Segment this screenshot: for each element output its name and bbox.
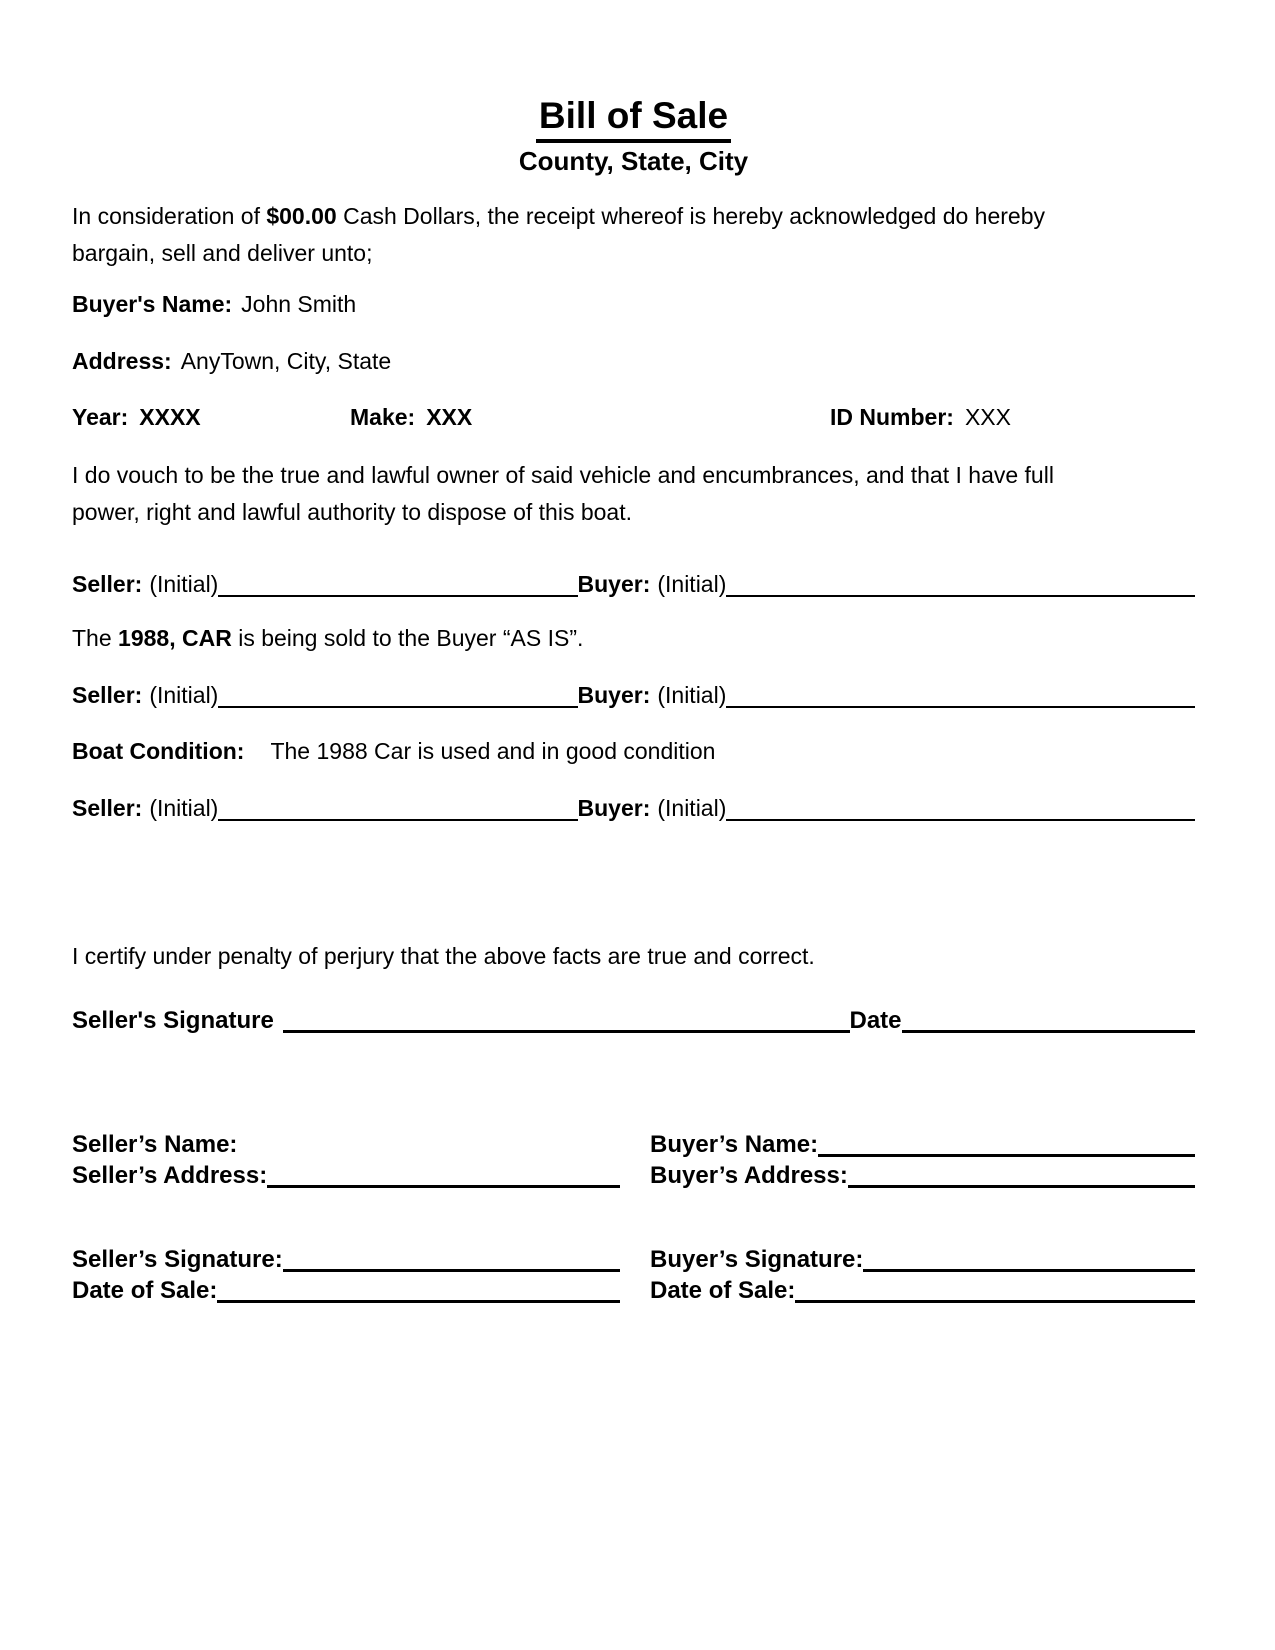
document-title-text: Bill of Sale <box>536 95 731 143</box>
seller-signature-row-bottom <box>72 1244 620 1275</box>
vouch-text-line1: I do vouch to be the true and lawful owner of said vehicle and encumbrances, and that I have full <box>72 461 1054 488</box>
buyer-date-of-sale-row <box>650 1275 1195 1306</box>
buyer-initial-line-2 <box>726 679 1195 708</box>
buyer-date-of-sale-label: Date of Sale: <box>650 1276 796 1304</box>
seller-date-of-sale-label: Date of Sale: <box>72 1276 218 1304</box>
seller-label: Seller: <box>72 681 143 708</box>
seller-date-of-sale-row <box>72 1275 620 1306</box>
as-is-row <box>72 622 1195 655</box>
buyer-signature-label: Buyer’s Signature: <box>650 1245 864 1273</box>
year-field <box>72 401 350 434</box>
year-value: XXXX <box>139 403 201 430</box>
boat-condition-value: The 1988 Car is used and in good condition <box>270 737 716 764</box>
buyer-label: Buyer: <box>577 681 651 708</box>
as-is-text-pre: The <box>72 624 119 651</box>
seller-initial-line-2 <box>218 679 577 708</box>
seller-signature-label-bottom: Seller’s Signature: <box>72 1245 283 1273</box>
as-is-text-post: is being sold to the Buyer “AS IS”. <box>231 624 584 651</box>
buyer-address-label: Buyer’s Address: <box>650 1161 848 1189</box>
seller-label: Seller: <box>72 794 143 821</box>
buyer-initial-line-3 <box>726 792 1195 821</box>
buyer-name-value: John Smith <box>241 290 357 317</box>
buyer-signature-date-column <box>650 1244 1195 1306</box>
buyer-name-row <box>72 288 1195 321</box>
consideration-paragraph <box>72 198 1195 272</box>
seller-initial-line-1 <box>218 568 577 597</box>
buyer-label: Buyer: <box>577 794 651 821</box>
sale-amount: $00.00 <box>266 202 337 229</box>
seller-label: Seller: <box>72 570 143 597</box>
year-label: Year: <box>72 403 129 430</box>
vehicle-info-row <box>72 401 1195 434</box>
seller-initial-text: (Initial) <box>149 681 219 708</box>
consideration-text-pre: In consideration of <box>72 202 267 229</box>
initial-row-3 <box>72 792 1195 825</box>
boat-condition-label: Boat Condition: <box>72 737 245 764</box>
parties-signature-date-block <box>72 1244 1195 1306</box>
seller-name-row <box>72 1129 620 1160</box>
buyer-initial-text: (Initial) <box>657 570 727 597</box>
seller-signature-line-bottom <box>283 1244 620 1272</box>
seller-address-line <box>267 1160 620 1188</box>
make-label: Make: <box>350 403 416 430</box>
initial-row-2 <box>72 679 1195 712</box>
date-label: Date <box>849 1006 902 1034</box>
document-title <box>72 95 1195 143</box>
seller-address-label: Seller’s Address: <box>72 1161 268 1189</box>
seller-name-address-column <box>72 1129 620 1191</box>
buyer-name-row <box>650 1129 1195 1160</box>
certify-paragraph: I certify under penalty of perjury that the above facts are true and correct. <box>72 942 815 969</box>
seller-signature-label: Seller's Signature <box>72 1006 274 1034</box>
parties-name-address-block <box>72 1129 1195 1191</box>
buyer-label: Buyer: <box>577 570 651 597</box>
id-number-label: ID Number: <box>830 403 954 430</box>
seller-signature-line <box>283 1004 850 1033</box>
as-is-vehicle: 1988, CAR <box>118 624 232 651</box>
date-line <box>902 1004 1195 1033</box>
buyer-name-label-bottom: Buyer’s Name: <box>650 1130 819 1158</box>
buyer-date-of-sale-line <box>795 1275 1195 1303</box>
seller-initial-text: (Initial) <box>149 570 219 597</box>
address-label: Address: <box>72 347 172 374</box>
consideration-text-line2: bargain, sell and deliver unto; <box>72 239 373 266</box>
initial-row-1 <box>72 568 1195 601</box>
seller-signature-date-column <box>72 1244 620 1306</box>
vouch-paragraph <box>72 457 1195 531</box>
address-row <box>72 345 1195 378</box>
buyer-initial-line-1 <box>726 568 1195 597</box>
make-value: XXX <box>426 403 473 430</box>
seller-signature-row <box>72 1004 1195 1037</box>
buyer-address-line <box>848 1160 1195 1188</box>
buyer-initial-text: (Initial) <box>657 681 727 708</box>
address-value: AnyTown, City, State <box>180 347 392 374</box>
buyer-signature-line <box>863 1244 1195 1272</box>
consideration-text-post: Cash Dollars, the receipt whereof is hereby acknowledged do hereby <box>336 202 1045 229</box>
buyer-signature-row <box>650 1244 1195 1275</box>
id-number-field <box>830 401 1195 434</box>
make-field <box>350 401 830 434</box>
buyer-name-label: Buyer's Name: <box>72 290 233 317</box>
buyer-name-address-column <box>650 1129 1195 1191</box>
seller-initial-line-3 <box>218 792 577 821</box>
boat-condition-row <box>72 735 1195 768</box>
document-subtitle: County, State, City <box>518 145 749 176</box>
vouch-text-line2: power, right and lawful authority to dispose of this boat. <box>72 498 632 525</box>
seller-date-of-sale-line <box>217 1275 620 1303</box>
buyer-name-line <box>818 1129 1195 1157</box>
seller-address-row <box>72 1160 620 1191</box>
id-number-value: XXX <box>964 403 1011 430</box>
seller-name-label: Seller’s Name: <box>72 1130 238 1158</box>
buyer-address-row <box>650 1160 1195 1191</box>
buyer-initial-text: (Initial) <box>657 794 727 821</box>
seller-initial-text: (Initial) <box>149 794 219 821</box>
